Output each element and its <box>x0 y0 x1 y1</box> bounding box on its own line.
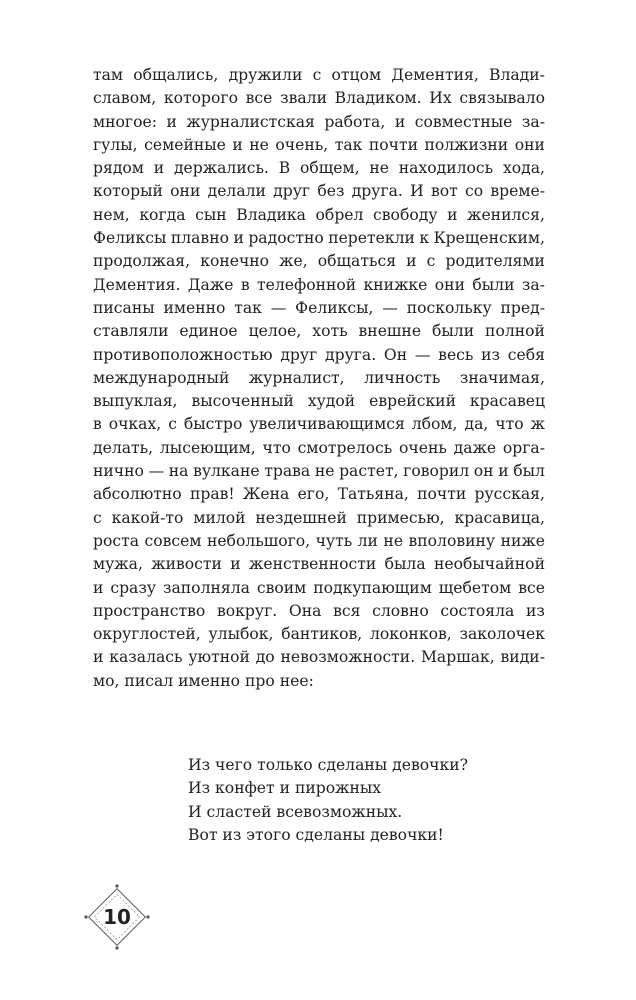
text-line: роста совсем небольшого, чуть ли не вполовину ниже <box>93 531 545 550</box>
text-line: славом, которого все звали Владиком. Их связывало <box>93 89 545 108</box>
text-line: мужа, живости и женственности была необычайной <box>93 555 545 574</box>
poem-quote <box>188 754 468 847</box>
text-line: с какой-то милой нездешней примесью, красавица, <box>93 508 545 527</box>
text-line: многое: и журналистская работа, и совместные за- <box>93 112 545 131</box>
text-line: продолжая, конечно же, общаться и с родителями <box>93 252 545 271</box>
poem-line: Из чего только сделаны девочки? <box>188 756 468 774</box>
text-line: рядом и держались. В общем, не находилось хода, <box>93 159 545 178</box>
text-line: писаны именно так — Феликсы, — поскольку пред- <box>93 298 545 317</box>
poem-line: И сластей всевозможных. <box>188 802 403 821</box>
text-line: международный журналист, личность значимая, <box>93 368 545 387</box>
text-line: который они делали друг без друга. И вот со време- <box>93 182 545 201</box>
text-line: и сразу заполняла своим подкупающим щебетом все <box>93 578 545 597</box>
text-line: нично — на вулкане трава не растет, говорил он и был <box>93 462 545 481</box>
text-line: абсолютно прав! Жена его, Татьяна, почти русская, <box>93 485 545 504</box>
body-text <box>93 64 545 693</box>
text-line: пространство вокруг. Она вся словно состояла из <box>93 601 545 620</box>
poem-line: Из конфет и пирожных <box>188 779 382 798</box>
text-line: делать, лысеющим, что смотрелось очень даже орга- <box>93 438 545 457</box>
text-line: и казалась уютной до невозможности. Маршак, види- <box>93 648 545 667</box>
text-line: гулы, семейные и не очень, так почти полжизни они <box>93 135 545 154</box>
text-line: Дементия. Даже в телефонной книжке они были за- <box>93 275 545 294</box>
text-line: Феликсы плавно и радостно перетекли к Крещенским, <box>93 229 545 248</box>
text-line: нем, когда сын Владика обрел свободу и женился, <box>93 205 545 224</box>
text-line: в очках, с быстро увеличивающимся лбом, да, что ж <box>93 415 545 434</box>
text-line: выпуклая, высоченный худой еврейский красавец <box>93 392 545 411</box>
page-number: 10 <box>103 905 131 929</box>
poem-line: Вот из этого сделаны девочки! <box>188 825 444 844</box>
text-line: округлостей, улыбок, бантиков, локонков, заколочек <box>93 625 545 644</box>
page-number-ornament <box>80 880 154 954</box>
text-line: мо, писал именно про нее: <box>93 671 314 690</box>
text-line: там общались, дружили с отцом Дементия, Влади- <box>93 66 545 84</box>
text-line: противоположностью друг друга. Он — весь из себя <box>93 345 545 364</box>
text-line: ставляли единое целое, хоть внешне были полной <box>93 322 545 341</box>
